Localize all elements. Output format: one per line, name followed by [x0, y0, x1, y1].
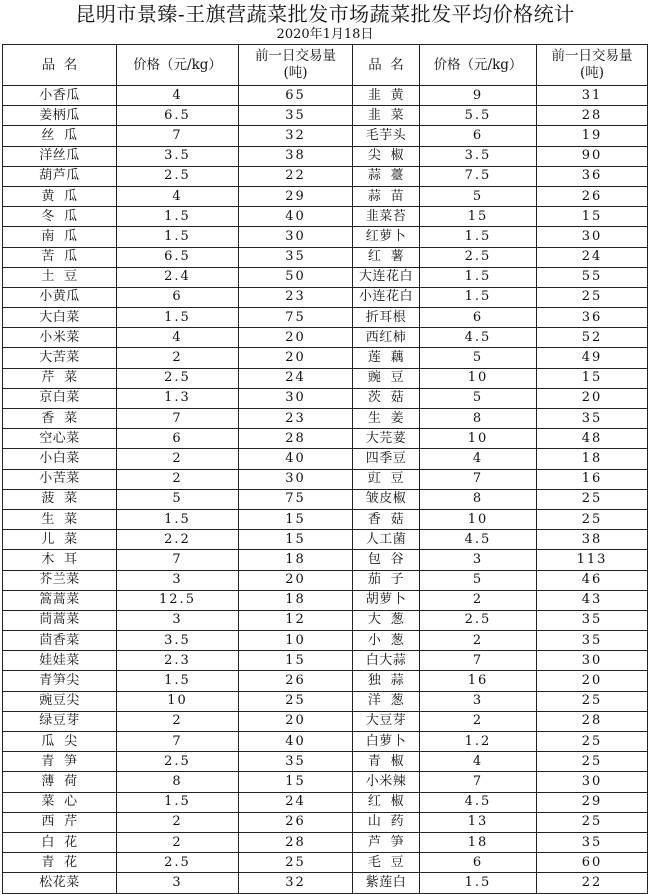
- table-row: [3, 772, 648, 792]
- header-volume-right-line1: 前一日交易量: [551, 48, 633, 64]
- header-price-right: 价格（元/kg）: [420, 45, 537, 86]
- item-price-right: 5: [420, 348, 537, 368]
- item-price-left: 2: [117, 469, 239, 489]
- item-price-left: 2.4: [117, 267, 239, 287]
- item-name-left: 娃娃菜: [3, 651, 117, 671]
- item-volume-right: 49: [537, 348, 648, 368]
- item-price-right: 4.5: [420, 792, 537, 812]
- item-price-left: 1.5: [117, 509, 239, 529]
- item-volume-right: 30: [537, 772, 648, 792]
- item-name-right: 西红柿: [353, 328, 420, 348]
- table-body: [3, 86, 648, 894]
- item-volume-right: 30: [537, 227, 648, 247]
- item-price-right: 16: [420, 671, 537, 691]
- item-volume-left: 24: [239, 792, 353, 812]
- item-volume-right: 18: [537, 449, 648, 469]
- item-name-left: 生 菜: [3, 509, 117, 529]
- item-name-right: 大芫荽: [353, 429, 420, 449]
- item-name-left: 儿 菜: [3, 530, 117, 550]
- item-price-right: 1.5: [420, 227, 537, 247]
- header-name-left: 品 名: [3, 45, 117, 86]
- item-name-right: 白萝卜: [353, 732, 420, 752]
- item-price-right: 3.5: [420, 146, 537, 166]
- item-name-right: 小米辣: [353, 772, 420, 792]
- item-price-right: 2: [420, 631, 537, 651]
- item-price-left: 4: [117, 186, 239, 206]
- table-row: [3, 671, 648, 691]
- item-price-right: 1.5: [420, 873, 537, 893]
- item-volume-left: 26: [239, 671, 353, 691]
- item-name-right: 茄 子: [353, 570, 420, 590]
- item-price-right: 7: [420, 651, 537, 671]
- header-price-left: 价格（元/kg）: [117, 45, 239, 86]
- item-volume-right: 20: [537, 388, 648, 408]
- item-price-right: 6: [420, 308, 537, 328]
- item-price-left: 2: [117, 449, 239, 469]
- item-price-right: 6: [420, 853, 537, 873]
- item-name-left: 京白菜: [3, 388, 117, 408]
- item-price-right: 7: [420, 469, 537, 489]
- item-name-left: 香 菜: [3, 409, 117, 429]
- item-name-left: 白 花: [3, 832, 117, 852]
- table-row: [3, 509, 648, 529]
- table-header: [3, 45, 648, 86]
- item-name-left: 薄 荷: [3, 772, 117, 792]
- item-price-left: 2: [117, 711, 239, 731]
- header-row: [3, 45, 648, 86]
- item-volume-left: 20: [239, 348, 353, 368]
- item-price-right: 2.5: [420, 610, 537, 630]
- item-name-right: 香 菇: [353, 509, 420, 529]
- item-price-right: 5: [420, 388, 537, 408]
- item-volume-right: 25: [537, 812, 648, 832]
- item-price-left: 2.3: [117, 651, 239, 671]
- item-volume-right: 35: [537, 409, 648, 429]
- report-title: 昆明市景臻-王旗营蔬菜批发市场蔬菜批发平均价格统计: [75, 2, 575, 26]
- item-name-right: 折耳根: [353, 308, 420, 328]
- item-volume-right: 60: [537, 853, 648, 873]
- table-row: [3, 146, 648, 166]
- item-name-left: 大白菜: [3, 308, 117, 328]
- item-name-right: 山 药: [353, 812, 420, 832]
- item-volume-right: 35: [537, 610, 648, 630]
- item-volume-left: 38: [239, 146, 353, 166]
- item-volume-right: 19: [537, 126, 648, 146]
- item-volume-left: 32: [239, 873, 353, 893]
- table-row: [3, 368, 648, 388]
- item-price-right: 4: [420, 752, 537, 772]
- item-volume-right: 25: [537, 752, 648, 772]
- item-name-left: 茼蒿菜: [3, 610, 117, 630]
- item-volume-left: 23: [239, 409, 353, 429]
- item-price-right: 5: [420, 186, 537, 206]
- item-price-left: 12.5: [117, 590, 239, 610]
- item-name-right: 紫莲白: [353, 873, 420, 893]
- table-row: [3, 409, 648, 429]
- item-price-left: 8: [117, 772, 239, 792]
- item-price-left: 3: [117, 570, 239, 590]
- item-name-left: 青 笋: [3, 752, 117, 772]
- item-name-left: 姜柄瓜: [3, 106, 117, 126]
- item-volume-left: 75: [239, 489, 353, 509]
- item-name-left: 绿豆芽: [3, 711, 117, 731]
- item-volume-left: 15: [239, 651, 353, 671]
- item-volume-right: 113: [537, 550, 648, 570]
- item-name-right: 胡萝卜: [353, 590, 420, 610]
- item-name-left: 南 瓜: [3, 227, 117, 247]
- table-row: [3, 550, 648, 570]
- item-volume-left: 75: [239, 308, 353, 328]
- item-volume-left: 25: [239, 691, 353, 711]
- item-price-right: 5.5: [420, 106, 537, 126]
- item-volume-right: 35: [537, 832, 648, 852]
- table-row: [3, 732, 648, 752]
- item-volume-left: 20: [239, 328, 353, 348]
- item-name-right: 包 谷: [353, 550, 420, 570]
- item-price-left: 6.5: [117, 247, 239, 267]
- item-price-right: 5: [420, 570, 537, 590]
- price-table: [2, 44, 648, 894]
- item-volume-left: 20: [239, 711, 353, 731]
- item-volume-right: 26: [537, 186, 648, 206]
- item-volume-right: 25: [537, 691, 648, 711]
- item-volume-right: 46: [537, 570, 648, 590]
- item-price-left: 2.5: [117, 368, 239, 388]
- table-row: [3, 469, 648, 489]
- item-volume-left: 28: [239, 832, 353, 852]
- item-name-left: 木 耳: [3, 550, 117, 570]
- table-row: [3, 691, 648, 711]
- item-volume-left: 32: [239, 126, 353, 146]
- table-row: [3, 86, 648, 106]
- header-volume-right-line2: (吨): [579, 65, 605, 81]
- table-row: [3, 449, 648, 469]
- item-price-left: 1.3: [117, 388, 239, 408]
- header-volume-left-line1: 前一日交易量: [255, 48, 336, 64]
- item-price-left: 3.5: [117, 146, 239, 166]
- item-price-right: 7: [420, 772, 537, 792]
- item-price-left: 1.5: [117, 671, 239, 691]
- item-volume-right: 31: [537, 86, 648, 106]
- item-name-right: 大 葱: [353, 610, 420, 630]
- item-name-left: 松花菜: [3, 873, 117, 893]
- table-row: [3, 631, 648, 651]
- item-volume-left: 18: [239, 590, 353, 610]
- item-price-right: 2.5: [420, 247, 537, 267]
- table-row: [3, 267, 648, 287]
- table-row: [3, 106, 648, 126]
- item-volume-left: 24: [239, 368, 353, 388]
- item-name-left: 小米菜: [3, 328, 117, 348]
- item-volume-left: 30: [239, 469, 353, 489]
- item-price-left: 4: [117, 86, 239, 106]
- item-volume-left: 15: [239, 772, 353, 792]
- item-price-right: 18: [420, 832, 537, 852]
- item-volume-right: 28: [537, 106, 648, 126]
- item-volume-right: 25: [537, 489, 648, 509]
- item-volume-left: 40: [239, 207, 353, 227]
- item-name-right: 毛芋头: [353, 126, 420, 146]
- item-volume-right: 20: [537, 671, 648, 691]
- item-volume-left: 20: [239, 570, 353, 590]
- table-row: [3, 126, 648, 146]
- item-price-left: 3: [117, 610, 239, 630]
- item-name-right: 四季豆: [353, 449, 420, 469]
- item-price-left: 2.2: [117, 530, 239, 550]
- item-name-left: 芹 菜: [3, 368, 117, 388]
- item-volume-left: 26: [239, 812, 353, 832]
- item-price-right: 6: [420, 126, 537, 146]
- item-price-right: 15: [420, 207, 537, 227]
- item-price-left: 4: [117, 328, 239, 348]
- item-name-left: 葫芦瓜: [3, 166, 117, 186]
- header-name-right: 品 名: [353, 45, 420, 86]
- item-name-left: 菜 心: [3, 792, 117, 812]
- item-volume-left: 28: [239, 429, 353, 449]
- item-name-right: 韭 黄: [353, 86, 420, 106]
- header-volume-left-line2: (吨): [283, 65, 308, 81]
- item-price-left: 10: [117, 691, 239, 711]
- item-price-left: 6: [117, 429, 239, 449]
- item-price-left: 2.5: [117, 166, 239, 186]
- item-price-right: 3: [420, 550, 537, 570]
- item-price-right: 10: [420, 368, 537, 388]
- item-name-right: 红 椒: [353, 792, 420, 812]
- item-name-right: 蒜 薹: [353, 166, 420, 186]
- item-name-left: 豌豆尖: [3, 691, 117, 711]
- item-volume-right: 25: [537, 732, 648, 752]
- item-name-left: 黄 瓜: [3, 186, 117, 206]
- table-row: [3, 792, 648, 812]
- item-volume-left: 25: [239, 853, 353, 873]
- item-price-left: 7: [117, 732, 239, 752]
- item-price-left: 2: [117, 812, 239, 832]
- item-name-left: 青 花: [3, 853, 117, 873]
- item-volume-left: 30: [239, 388, 353, 408]
- item-name-right: 豇 豆: [353, 469, 420, 489]
- item-volume-right: 43: [537, 590, 648, 610]
- item-price-left: 1.5: [117, 792, 239, 812]
- item-volume-left: 50: [239, 267, 353, 287]
- item-volume-right: 25: [537, 509, 648, 529]
- item-price-left: 3.5: [117, 631, 239, 651]
- table-row: [3, 832, 648, 852]
- item-volume-left: 10: [239, 631, 353, 651]
- item-price-right: 8: [420, 409, 537, 429]
- item-name-right: 莲 藕: [353, 348, 420, 368]
- item-price-right: 4.5: [420, 328, 537, 348]
- item-volume-left: 65: [239, 86, 353, 106]
- table-row: [3, 530, 648, 550]
- item-name-right: 韭菜苔: [353, 207, 420, 227]
- item-volume-left: 40: [239, 732, 353, 752]
- item-name-right: 皱皮椒: [353, 489, 420, 509]
- item-volume-left: 18: [239, 550, 353, 570]
- item-price-left: 2.5: [117, 752, 239, 772]
- table-row: [3, 873, 648, 893]
- item-name-right: 大豆芽: [353, 711, 420, 731]
- item-name-right: 白大蒜: [353, 651, 420, 671]
- item-volume-right: 16: [537, 469, 648, 489]
- item-name-left: 丝 瓜: [3, 126, 117, 146]
- item-name-right: 独 蒜: [353, 671, 420, 691]
- item-name-left: 小苦菜: [3, 469, 117, 489]
- table-row: [3, 227, 648, 247]
- table-row: [3, 489, 648, 509]
- item-name-right: 蒜 苗: [353, 186, 420, 206]
- item-name-left: 苦 瓜: [3, 247, 117, 267]
- table-row: [3, 812, 648, 832]
- item-volume-right: 35: [537, 631, 648, 651]
- item-name-right: 毛 豆: [353, 853, 420, 873]
- item-volume-right: 38: [537, 530, 648, 550]
- item-volume-right: 48: [537, 429, 648, 449]
- item-name-left: 菠 菜: [3, 489, 117, 509]
- item-price-left: 1.5: [117, 207, 239, 227]
- item-volume-right: 15: [537, 207, 648, 227]
- item-name-right: 大连花白: [353, 267, 420, 287]
- item-name-right: 小连花白: [353, 287, 420, 307]
- item-volume-left: 35: [239, 752, 353, 772]
- table-row: [3, 308, 648, 328]
- item-price-right: 3: [420, 691, 537, 711]
- table-row: [3, 247, 648, 267]
- item-price-left: 7: [117, 409, 239, 429]
- table-row: [3, 348, 648, 368]
- item-name-right: 红 薯: [353, 247, 420, 267]
- item-volume-right: 55: [537, 267, 648, 287]
- item-name-left: 洋丝瓜: [3, 146, 117, 166]
- item-volume-right: 15: [537, 368, 648, 388]
- item-volume-left: 15: [239, 509, 353, 529]
- item-volume-right: 28: [537, 711, 648, 731]
- item-volume-left: 30: [239, 227, 353, 247]
- item-volume-left: 29: [239, 186, 353, 206]
- item-price-right: 8: [420, 489, 537, 509]
- item-name-right: 红萝卜: [353, 227, 420, 247]
- item-name-right: 芦 笋: [353, 832, 420, 852]
- item-name-left: 篙蒿菜: [3, 590, 117, 610]
- table-row: [3, 590, 648, 610]
- item-name-right: 豌 豆: [353, 368, 420, 388]
- item-volume-right: 36: [537, 308, 648, 328]
- item-volume-left: 12: [239, 610, 353, 630]
- table-row: [3, 570, 648, 590]
- table-row: [3, 429, 648, 449]
- table-row: [3, 853, 648, 873]
- item-price-left: 1.5: [117, 308, 239, 328]
- item-name-left: 大苦菜: [3, 348, 117, 368]
- item-price-left: 7: [117, 550, 239, 570]
- item-price-right: 4.5: [420, 530, 537, 550]
- item-price-left: 3: [117, 873, 239, 893]
- item-name-left: 西 芹: [3, 812, 117, 832]
- item-price-left: 6: [117, 287, 239, 307]
- item-price-right: 4: [420, 449, 537, 469]
- item-price-right: 9: [420, 86, 537, 106]
- item-volume-left: 35: [239, 106, 353, 126]
- item-volume-right: 22: [537, 873, 648, 893]
- table-row: [3, 711, 648, 731]
- item-volume-right: 52: [537, 328, 648, 348]
- item-name-right: 茨 菇: [353, 388, 420, 408]
- table-row: [3, 388, 648, 408]
- item-name-right: 生 姜: [353, 409, 420, 429]
- item-volume-right: 24: [537, 247, 648, 267]
- item-price-right: 13: [420, 812, 537, 832]
- item-price-right: 10: [420, 509, 537, 529]
- table-row: [3, 752, 648, 772]
- header-volume-right: [537, 45, 648, 86]
- item-volume-left: 23: [239, 287, 353, 307]
- item-price-right: 1.5: [420, 287, 537, 307]
- item-volume-right: 29: [537, 792, 648, 812]
- item-price-left: 2: [117, 348, 239, 368]
- table-row: [3, 186, 648, 206]
- item-name-left: 小香瓜: [3, 86, 117, 106]
- item-volume-right: 36: [537, 166, 648, 186]
- item-price-right: 10: [420, 429, 537, 449]
- report-date: 2020年1月18日: [276, 27, 374, 42]
- item-price-right: 7.5: [420, 166, 537, 186]
- item-name-left: 小白菜: [3, 449, 117, 469]
- item-volume-left: 35: [239, 247, 353, 267]
- item-name-left: 青笋尖: [3, 671, 117, 691]
- table-row: [3, 166, 648, 186]
- item-name-right: 小 葱: [353, 631, 420, 651]
- item-name-right: 韭 菜: [353, 106, 420, 126]
- item-price-left: 6.5: [117, 106, 239, 126]
- item-name-left: 茴香菜: [3, 631, 117, 651]
- item-volume-left: 40: [239, 449, 353, 469]
- item-price-left: 7: [117, 126, 239, 146]
- header-volume-left: [239, 45, 353, 86]
- item-name-right: 洋 葱: [353, 691, 420, 711]
- item-price-right: 2: [420, 711, 537, 731]
- table-row: [3, 610, 648, 630]
- item-name-right: 尖 椒: [353, 146, 420, 166]
- item-name-left: 冬 瓜: [3, 207, 117, 227]
- item-name-left: 小黄瓜: [3, 287, 117, 307]
- item-name-left: 空心菜: [3, 429, 117, 449]
- item-name-right: 青 椒: [353, 752, 420, 772]
- item-name-left: 土 豆: [3, 267, 117, 287]
- item-price-right: 1.5: [420, 267, 537, 287]
- item-volume-right: 25: [537, 287, 648, 307]
- item-name-right: 人工菌: [353, 530, 420, 550]
- item-name-left: 芥兰菜: [3, 570, 117, 590]
- table-row: [3, 207, 648, 227]
- table-row: [3, 287, 648, 307]
- table-row: [3, 651, 648, 671]
- item-volume-right: 30: [537, 651, 648, 671]
- item-price-left: 2: [117, 832, 239, 852]
- table-row: [3, 328, 648, 348]
- item-price-right: 2: [420, 590, 537, 610]
- item-name-left: 瓜 尖: [3, 732, 117, 752]
- item-volume-left: 15: [239, 530, 353, 550]
- item-volume-right: 90: [537, 146, 648, 166]
- item-price-left: 5: [117, 489, 239, 509]
- item-volume-left: 22: [239, 166, 353, 186]
- item-price-left: 2.5: [117, 853, 239, 873]
- item-price-left: 1.5: [117, 227, 239, 247]
- item-price-right: 1.2: [420, 732, 537, 752]
